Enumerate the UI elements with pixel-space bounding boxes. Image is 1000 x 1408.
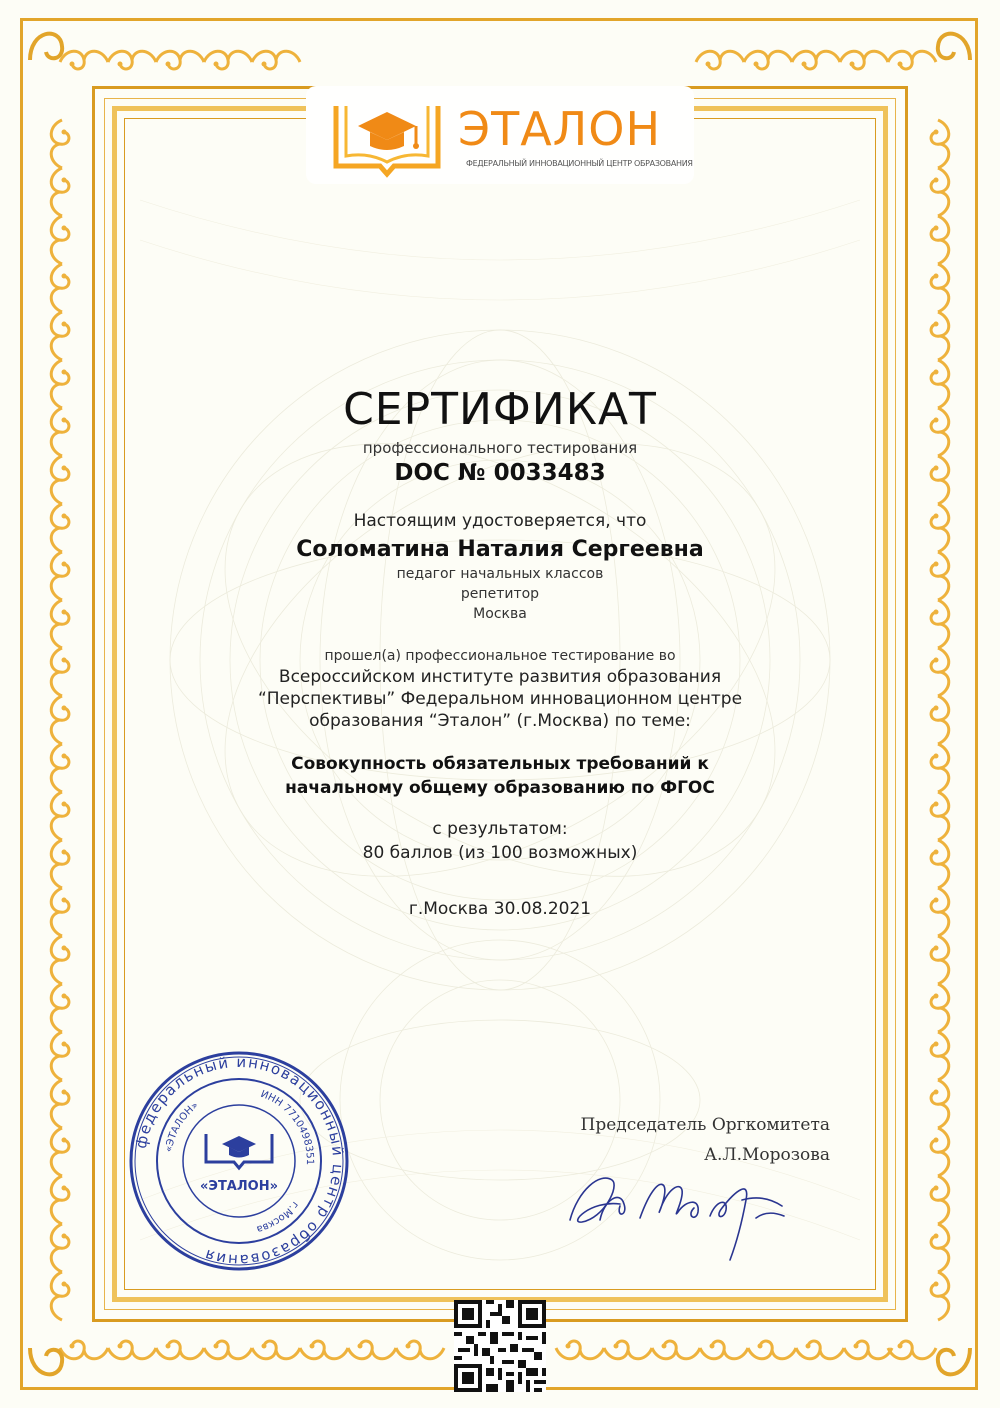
logo-name: ЭТАЛОН bbox=[458, 102, 662, 156]
institution-line: Всероссийском институте развития образования bbox=[278, 667, 722, 687]
place-date: г.Москва 30.08.2021 bbox=[408, 899, 592, 919]
result-label: с результатом: bbox=[432, 819, 568, 839]
stamp-center-name: «ЭТАЛОН» bbox=[200, 1179, 278, 1194]
stamp-city: г.Москва bbox=[255, 1199, 301, 1235]
topic-line: начальному общему образованию по ФГОС bbox=[285, 778, 715, 798]
stamp-inner-name: «ЭТАЛОН» bbox=[163, 1099, 201, 1153]
handwritten-signature bbox=[560, 1160, 800, 1270]
test-topic bbox=[180, 752, 820, 800]
document-number: DOC № 0033483 bbox=[394, 460, 606, 486]
certificate-subtitle: профессионального тестирования bbox=[362, 439, 638, 457]
stamp-inn: ИНН 7710498351 bbox=[258, 1088, 316, 1166]
topic-line: Совокупность обязательных требований к bbox=[291, 754, 709, 774]
graduation-cap-book-icon bbox=[328, 96, 446, 178]
passed-text: прошел(а) профессиональное тестирование во bbox=[324, 648, 676, 664]
recipient-position: педагог начальных классов bbox=[396, 566, 604, 582]
stamp-outer-text: федеральный инновационный центр образования bbox=[131, 1052, 348, 1270]
qr-code bbox=[454, 1300, 546, 1392]
recipient-position: репетитор bbox=[460, 586, 540, 602]
signatory-position: Председатель Оргкомитета bbox=[580, 1115, 830, 1135]
recipient-name: Соломатина Наталия Сергеевна bbox=[296, 537, 704, 562]
result-value: 80 баллов (из 100 возможных) bbox=[362, 843, 638, 863]
svg-text:г.Москва bbox=[255, 1199, 300, 1234]
institution-line: “Перспективы” Федеральном инновационном центре bbox=[257, 689, 743, 709]
recipient-city: Москва bbox=[473, 606, 527, 622]
certificate-title: СЕРТИФИКАТ bbox=[343, 384, 657, 435]
certify-text: Настоящим удостоверяется, что bbox=[353, 511, 647, 531]
institution-text bbox=[180, 666, 820, 732]
signatory-name: А.Л.Морозова bbox=[704, 1145, 830, 1165]
official-stamp bbox=[128, 1050, 350, 1272]
institution-line: образования “Эталон” (г.Москва) по теме: bbox=[309, 711, 691, 731]
logo bbox=[306, 86, 694, 184]
logo-subtitle: ФЕДЕРАЛЬНЫЙ ИННОВАЦИОННЫЙ ЦЕНТР ОБРАЗОВАНИЯ bbox=[466, 159, 693, 168]
